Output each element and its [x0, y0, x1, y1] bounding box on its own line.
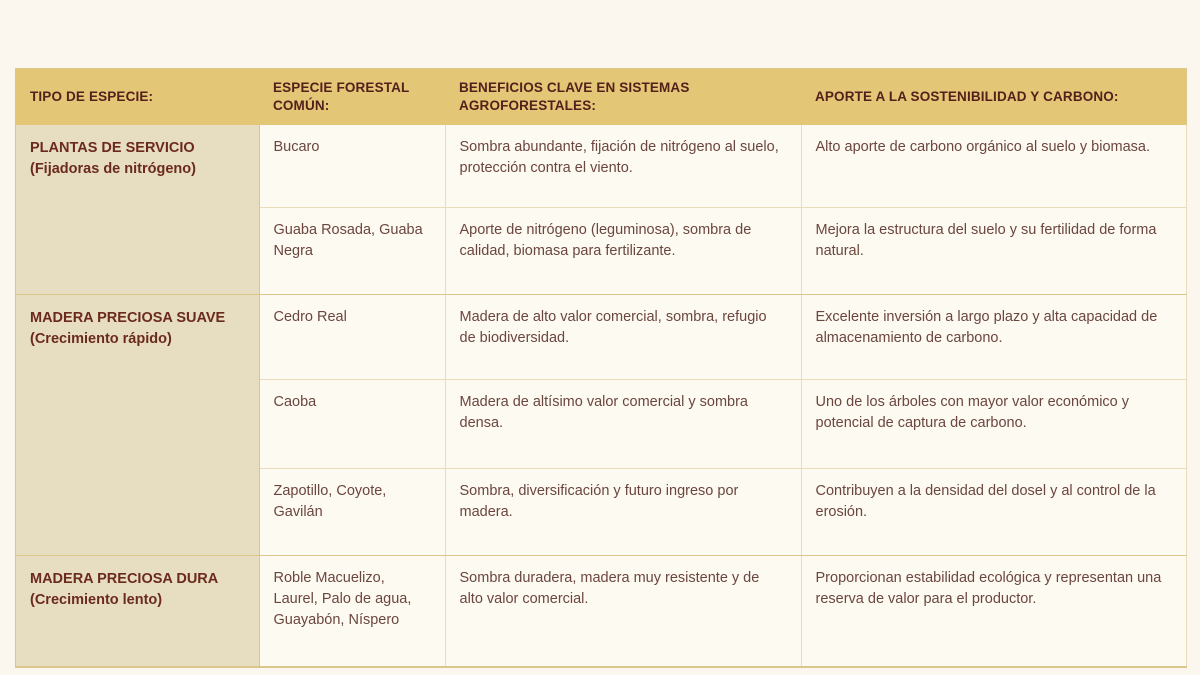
benefits-text: Madera de alto valor comercial, sombra, refugio de biodiversidad.: [445, 295, 801, 380]
table-body: [16, 125, 1186, 667]
species-name: Caoba: [259, 380, 445, 469]
carbon-text: Mejora la estructura del suelo y su fertilidad de forma natural.: [801, 208, 1186, 295]
carbon-text: Alto aporte de carbono orgánico al suelo y biomasa.: [801, 125, 1186, 208]
species-name: Cedro Real: [259, 295, 445, 380]
species-name: Zapotillo, Coyote, Gavilán: [259, 469, 445, 556]
column-header-tipo-de-especie: TIPO DE ESPECIE:: [16, 69, 259, 125]
group-cell-madera-preciosa-dura: [16, 556, 259, 667]
group-cell-madera-preciosa-suave: [16, 295, 259, 556]
benefits-text: Madera de altísimo valor comercial y sombra densa.: [445, 380, 801, 469]
species-name: Roble Macuelizo, Laurel, Palo de agua, Guayabón, Níspero: [259, 556, 445, 667]
benefits-text: Sombra abundante, fijación de nitrógeno al suelo, protección contra el viento.: [445, 125, 801, 208]
benefits-text: Aporte de nitrógeno (leguminosa), sombra de calidad, biomasa para fertilizante.: [445, 208, 801, 295]
species-table-container: [15, 68, 1187, 668]
column-header-especie-forestal-comun: ESPECIE FORESTAL COMÚN:: [259, 69, 445, 125]
table-row: [16, 125, 1186, 208]
group-title: MADERA PRECIOSA DURA: [30, 571, 219, 588]
group-title: PLANTAS DE SERVICIO: [30, 140, 195, 157]
carbon-text: Proporcionan estabilidad ecológica y representan una reserva de valor para el productor.: [801, 556, 1186, 667]
carbon-text: Uno de los árboles con mayor valor económico y potencial de captura de carbono.: [801, 380, 1186, 469]
benefits-text: Sombra, diversificación y futuro ingreso por madera.: [445, 469, 801, 556]
column-header-beneficios-clave: BENEFICIOS CLAVE EN SISTEMAS AGROFORESTALES:: [445, 69, 801, 125]
table-row: [16, 295, 1186, 380]
table-row: [16, 556, 1186, 667]
benefits-text: Sombra duradera, madera muy resistente y de alto valor comercial.: [445, 556, 801, 667]
group-title: MADERA PRECIOSA SUAVE: [30, 310, 226, 327]
carbon-text: Excelente inversión a largo plazo y alta capacidad de almacenamiento de carbono.: [801, 295, 1186, 380]
species-name: Guaba Rosada, Guaba Negra: [259, 208, 445, 295]
species-name: Bucaro: [259, 125, 445, 208]
table-header: [16, 69, 1186, 125]
species-table: [16, 69, 1187, 667]
group-subtitle: (Crecimiento lento): [30, 591, 163, 608]
column-header-aporte-sostenibilidad-carbono: APORTE A LA SOSTENIBILIDAD Y CARBONO:: [801, 69, 1186, 125]
header-row: [16, 69, 1186, 125]
group-subtitle: (Fijadoras de nitrógeno): [30, 160, 196, 177]
group-subtitle: (Crecimiento rápido): [30, 330, 172, 347]
carbon-text: Contribuyen a la densidad del dosel y al control de la erosión.: [801, 469, 1186, 556]
group-cell-plantas-de-servicio: [16, 125, 259, 295]
